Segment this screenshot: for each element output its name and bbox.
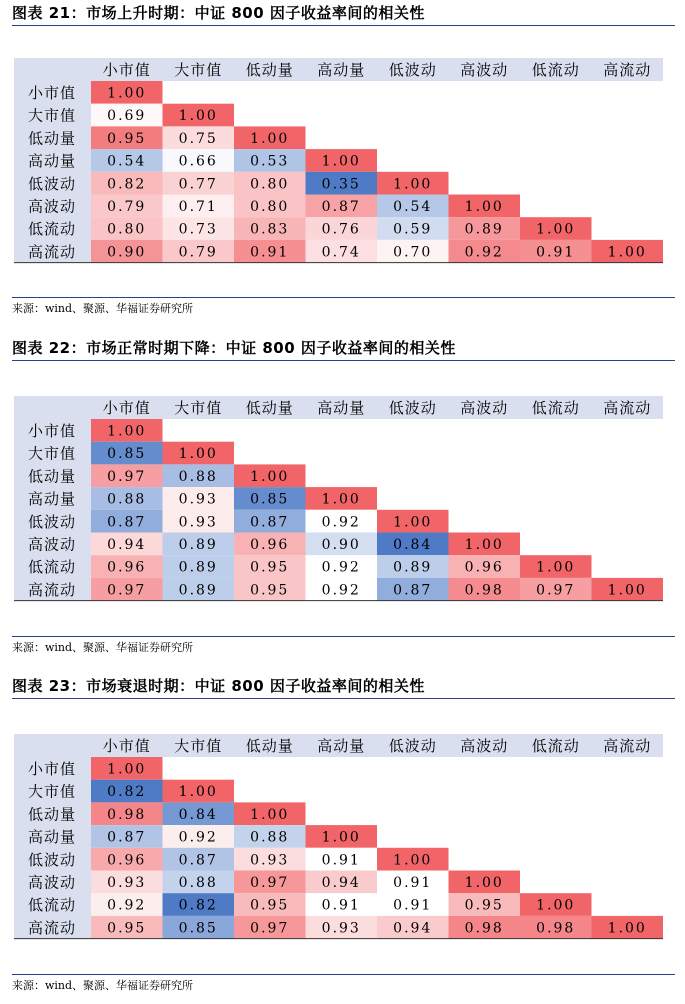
cell-value: 0.79 bbox=[178, 244, 218, 261]
cell-value: 0.89 bbox=[393, 559, 433, 576]
cell-value: 1.00 bbox=[178, 108, 218, 125]
cell-value: 0.53 bbox=[250, 153, 290, 170]
cell-value: 0.82 bbox=[107, 784, 147, 801]
row-label: 低流动 bbox=[27, 896, 77, 915]
cell-value: 1.00 bbox=[250, 468, 290, 485]
column-header: 低波动 bbox=[388, 399, 437, 417]
cell-value: 0.89 bbox=[178, 537, 218, 553]
cell-value: 1.00 bbox=[107, 85, 147, 102]
cell-value: 0.87 bbox=[107, 829, 147, 846]
cell-value: 0.98 bbox=[107, 806, 147, 823]
column-header: 小市值 bbox=[102, 399, 151, 417]
cell-value: 1.00 bbox=[536, 897, 576, 914]
cell-value: 0.84 bbox=[178, 806, 218, 823]
cell-value: 0.97 bbox=[107, 468, 147, 485]
cell-value: 0.93 bbox=[321, 920, 361, 937]
column-header: 高动量 bbox=[317, 61, 366, 79]
row-label: 小市值 bbox=[27, 84, 77, 102]
cell-value: 1.00 bbox=[178, 784, 218, 801]
cell-value: 0.93 bbox=[250, 852, 290, 869]
row-label: 高动量 bbox=[27, 828, 77, 847]
cell-value: 0.89 bbox=[464, 221, 504, 238]
cell-value: 0.92 bbox=[464, 244, 504, 261]
cell-value: 0.80 bbox=[250, 199, 290, 215]
cell-value: 0.69 bbox=[107, 108, 147, 125]
cell-value: 0.95 bbox=[250, 897, 290, 914]
cell-value: 1.00 bbox=[178, 446, 218, 463]
cell-value: 0.95 bbox=[464, 897, 504, 914]
cell-value: 1.00 bbox=[393, 514, 433, 531]
cell-value: 0.94 bbox=[107, 537, 147, 553]
column-header: 大市值 bbox=[174, 61, 223, 79]
cell-value: 0.93 bbox=[107, 875, 147, 891]
cell-value: 0.71 bbox=[178, 199, 218, 215]
row-label: 低流动 bbox=[27, 220, 77, 239]
cell-value: 0.54 bbox=[107, 153, 147, 170]
row-label: 高流动 bbox=[27, 580, 77, 599]
cell-value: 0.66 bbox=[178, 153, 218, 170]
cell-value: 0.80 bbox=[107, 221, 147, 238]
cell-value: 0.82 bbox=[107, 176, 147, 193]
row-label: 低流动 bbox=[27, 558, 77, 577]
cell-value: 1.00 bbox=[250, 806, 290, 823]
column-header: 低动量 bbox=[245, 61, 294, 79]
cell-value: 0.85 bbox=[250, 491, 290, 508]
cell-value: 0.85 bbox=[178, 920, 218, 937]
row-label: 低波动 bbox=[27, 512, 77, 531]
cell-value: 1.00 bbox=[464, 537, 504, 553]
figure-title: 图表 23：市场衰退时期：中证 800 因子收益率间的相关性 bbox=[12, 677, 425, 695]
column-header: 小市值 bbox=[102, 737, 151, 755]
cell-value: 0.95 bbox=[250, 559, 290, 576]
cell-value: 0.96 bbox=[107, 852, 147, 869]
cell-value: 0.94 bbox=[321, 875, 361, 891]
column-header: 低流动 bbox=[531, 61, 580, 79]
row-label: 高波动 bbox=[27, 873, 77, 892]
cell-value: 0.96 bbox=[107, 559, 147, 576]
column-header: 小市值 bbox=[102, 61, 151, 79]
cell-value: 0.88 bbox=[178, 468, 218, 485]
cell-value: 0.96 bbox=[250, 537, 290, 553]
cell-value: 1.00 bbox=[250, 130, 290, 147]
cell-value: 0.70 bbox=[393, 244, 433, 261]
cell-value: 0.92 bbox=[321, 582, 361, 599]
row-label: 小市值 bbox=[27, 760, 77, 778]
cell-value: 1.00 bbox=[607, 920, 647, 937]
cell-value: 0.97 bbox=[250, 875, 290, 891]
cell-value: 0.74 bbox=[321, 244, 361, 261]
cell-value: 0.83 bbox=[250, 221, 290, 238]
cell-value: 0.97 bbox=[250, 920, 290, 937]
cell-value: 0.87 bbox=[107, 514, 147, 531]
cell-value: 1.00 bbox=[393, 176, 433, 193]
cell-value: 0.88 bbox=[107, 491, 147, 508]
cell-value: 0.92 bbox=[178, 829, 218, 846]
cell-value: 0.93 bbox=[178, 514, 218, 531]
cell-value: 0.84 bbox=[393, 537, 433, 553]
cell-value: 0.76 bbox=[321, 221, 361, 238]
cell-value: 0.80 bbox=[250, 176, 290, 193]
row-label: 高流动 bbox=[27, 918, 77, 937]
row-label: 高动量 bbox=[27, 152, 77, 171]
figure-title: 图表 22：市场正常时期下降：中证 800 因子收益率间的相关性 bbox=[12, 339, 456, 357]
cell-value: 0.82 bbox=[178, 897, 218, 914]
source-note: 来源：wind、聚源、华福证券研究所 bbox=[12, 979, 194, 992]
cell-value: 0.98 bbox=[464, 582, 504, 599]
column-header: 高流动 bbox=[603, 737, 652, 755]
cell-value: 0.92 bbox=[107, 897, 147, 914]
row-label: 低波动 bbox=[27, 174, 77, 193]
figure-title: 图表 21：市场上升时期：中证 800 因子收益率间的相关性 bbox=[12, 4, 425, 22]
column-header: 大市值 bbox=[174, 399, 223, 417]
column-header: 高波动 bbox=[460, 737, 509, 755]
cell-value: 1.00 bbox=[393, 852, 433, 869]
column-header: 低流动 bbox=[531, 737, 580, 755]
cell-value: 0.87 bbox=[250, 514, 290, 531]
cell-value: 0.94 bbox=[393, 920, 433, 937]
cell-value: 0.35 bbox=[321, 176, 361, 193]
cell-value: 0.91 bbox=[393, 875, 433, 891]
row-label: 低动量 bbox=[27, 129, 77, 148]
row-label: 低动量 bbox=[27, 467, 77, 486]
row-label: 高动量 bbox=[27, 490, 77, 509]
column-header: 高流动 bbox=[603, 61, 652, 79]
column-header: 高流动 bbox=[603, 399, 652, 417]
cell-value: 0.89 bbox=[178, 559, 218, 576]
column-header: 低流动 bbox=[531, 399, 580, 417]
cell-value: 0.89 bbox=[178, 582, 218, 599]
cell-value: 0.93 bbox=[178, 491, 218, 508]
cell-value: 0.59 bbox=[393, 221, 433, 238]
source-note: 来源：wind、聚源、华福证券研究所 bbox=[12, 641, 194, 654]
cell-value: 0.91 bbox=[393, 897, 433, 914]
cell-value: 1.00 bbox=[607, 244, 647, 261]
cell-value: 0.96 bbox=[464, 559, 504, 576]
cell-value: 1.00 bbox=[607, 582, 647, 599]
cell-value: 1.00 bbox=[464, 875, 504, 891]
cell-value: 0.95 bbox=[107, 920, 147, 937]
source-note: 来源：wind、聚源、华福证券研究所 bbox=[12, 302, 194, 315]
column-header: 高动量 bbox=[317, 399, 366, 417]
row-label: 大市值 bbox=[27, 782, 77, 801]
cell-value: 0.98 bbox=[536, 920, 576, 937]
cell-value: 0.97 bbox=[107, 582, 147, 599]
cell-value: 0.91 bbox=[321, 897, 361, 914]
row-label: 低动量 bbox=[27, 805, 77, 824]
cell-value: 0.79 bbox=[107, 199, 147, 215]
row-label: 大市值 bbox=[27, 106, 77, 125]
column-header: 低波动 bbox=[388, 61, 437, 79]
cell-value: 0.98 bbox=[464, 920, 504, 937]
cell-value: 0.85 bbox=[107, 446, 147, 463]
cell-value: 0.91 bbox=[536, 244, 576, 261]
cell-value: 0.95 bbox=[250, 582, 290, 599]
source-rule bbox=[12, 974, 675, 975]
cell-value: 0.73 bbox=[178, 221, 218, 238]
cell-value: 0.95 bbox=[107, 130, 147, 147]
cell-value: 1.00 bbox=[321, 829, 361, 846]
row-label: 高波动 bbox=[27, 197, 77, 216]
cell-value: 0.91 bbox=[321, 852, 361, 869]
cell-value: 0.87 bbox=[178, 852, 218, 869]
cell-value: 0.88 bbox=[250, 829, 290, 846]
cell-value: 1.00 bbox=[536, 221, 576, 238]
cell-value: 1.00 bbox=[107, 761, 147, 778]
column-header: 高波动 bbox=[460, 399, 509, 417]
column-header: 大市值 bbox=[174, 737, 223, 755]
cell-value: 1.00 bbox=[321, 153, 361, 170]
cell-value: 0.75 bbox=[178, 130, 218, 147]
row-label: 小市值 bbox=[27, 422, 77, 440]
cell-value: 1.00 bbox=[536, 559, 576, 576]
cell-value: 0.88 bbox=[178, 875, 218, 891]
column-header: 低波动 bbox=[388, 737, 437, 755]
cell-value: 1.00 bbox=[321, 491, 361, 508]
row-label: 低波动 bbox=[27, 850, 77, 869]
cell-value: 0.91 bbox=[250, 244, 290, 261]
cell-value: 0.90 bbox=[107, 244, 147, 261]
column-header: 低动量 bbox=[245, 399, 294, 417]
cell-value: 0.87 bbox=[393, 582, 433, 599]
column-header: 高波动 bbox=[460, 61, 509, 79]
cell-value: 0.54 bbox=[393, 199, 433, 215]
cell-value: 0.77 bbox=[178, 176, 218, 193]
cell-value: 0.90 bbox=[321, 537, 361, 553]
column-header: 低动量 bbox=[245, 737, 294, 755]
cell-value: 0.92 bbox=[321, 559, 361, 576]
column-header: 高动量 bbox=[317, 737, 366, 755]
row-label: 高波动 bbox=[27, 535, 77, 554]
cell-value: 0.87 bbox=[321, 199, 361, 215]
row-label: 高流动 bbox=[27, 242, 77, 261]
cell-value: 0.92 bbox=[321, 514, 361, 531]
cell-value: 1.00 bbox=[464, 199, 504, 215]
cell-value: 0.97 bbox=[536, 582, 576, 599]
row-label: 大市值 bbox=[27, 444, 77, 463]
cell-value: 1.00 bbox=[107, 423, 147, 440]
